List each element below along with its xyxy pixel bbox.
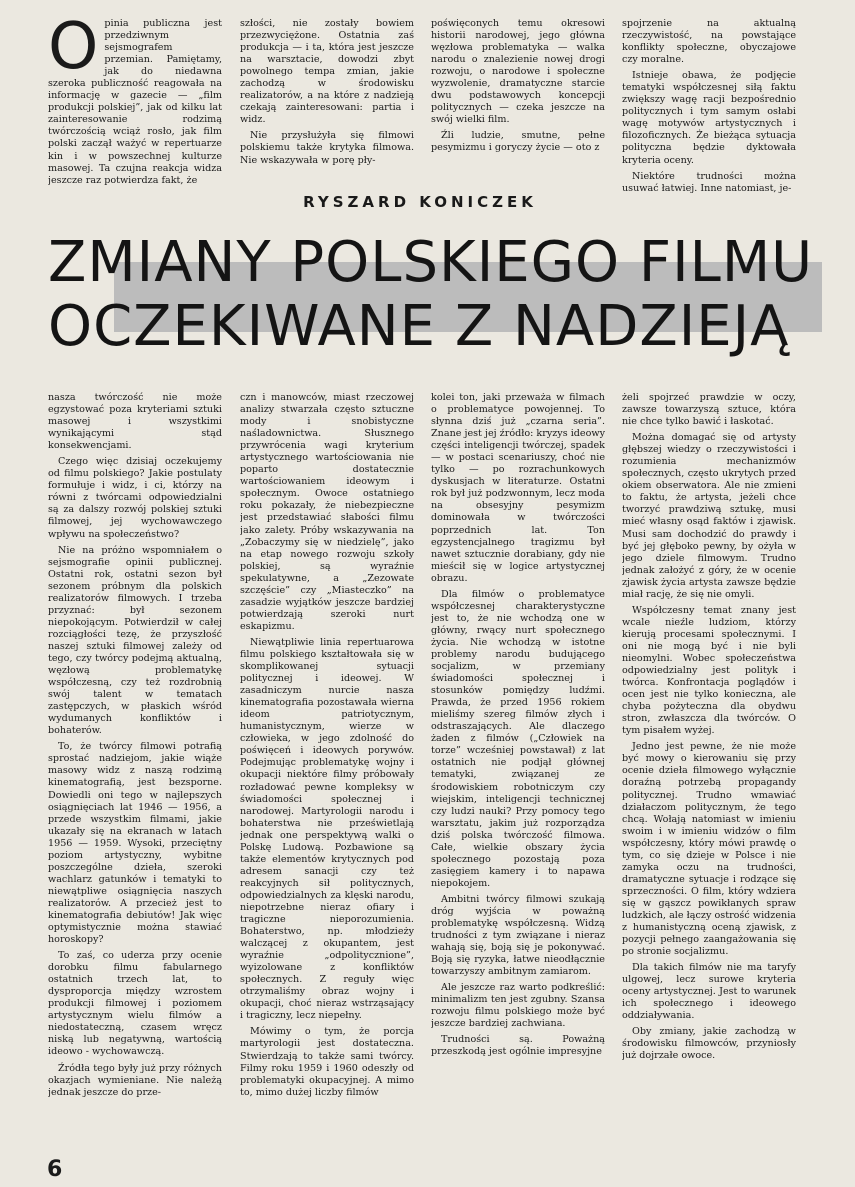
top-column-1 xyxy=(48,18,222,218)
paragraph: Źródła tego były już przy różnych okazjach wymieniane. Nie należą jednak jeszcze do prze- xyxy=(48,1062,222,1098)
top-column-2 xyxy=(240,18,414,186)
paragraph: Nie przysłużyła się filmowi polskiemu także krytyka filmowa. Nie wskazywała w porę pły- xyxy=(240,130,414,166)
paragraph: Jedno jest pewne, że nie może być mowy o kierowaniu się przy ocenie dzieła filmowego wyłącznie doraźną potrzebą propagandy politycznej. Trudno wmawiać działaczom politycznym, że tego chcą. Wołają natomiast w imieniu swoim i w imieniu widzów o film współczesny, który mówi prawdę o tym, co się dzieje w Polsce i nie zamyka oczu na trudności, dramatyczne sytuacje i rodzące się sprzeczności. O film, który wdziera się w gąszcz powikłanych spraw ludzkich, ale łączy ostrość widzenia z humanistyczną oceną zjawisk, z pozycji pełnego zaangażowania się po stronie socjalizmu. xyxy=(622,741,796,958)
top-column-3 xyxy=(431,18,605,186)
paragraph: czn i manowców, miast rzeczowej analizy stwarzała często sztuczne mody i snobistyczne naśladownictwa. Słusznego przywrócenia wagi kryterium artystycznego wartościowania nie poparto dostatecznie wartościowaniem ideowym i społecznym. Owoce ostatniego roku pokazały, że niebezpieczne jest przedstawiać słabości filmu jako zalety. Próby wskazywania na „Zobaczymy się w niedzielę”, jako na etap nowego rozwoju szkoły polskiej, są wyraźnie spekulatywne, a „Zezowate szczęście” czy „Miasteczko” na zasadzie wyjątków jeszcze bardziej potwierdzają szeroki nurt eskapizmu. xyxy=(240,392,414,632)
paragraph: Mówimy o tym, że porcja martyrologii jest dostateczna. Stwierdzają to także sami twórcy. Filmy roku 1959 i 1960 odeszły od problematyki okupacyjnej. A mimo to, mimo dużej liczby filmów xyxy=(240,1026,414,1098)
paragraph: To zaś, co uderza przy ocenie dorobku filmu fabularnego ostatnich trzech lat, to dysproporcja między wzrostem produkcji filmowej i poziomem artystycznym wielu filmów a niedostateczną, czasem wręcz niską lub negatywną, wartością ideowo - wychowawczą. xyxy=(48,950,222,1058)
paragraph: spojrzenie na aktualną rzeczywistość, na powstające konflikty społeczne, obyczajowe czy moralne. xyxy=(622,18,796,66)
paragraph: Trudności są. Poważną przeszkodą jest ogólnie impresyjne xyxy=(431,1034,605,1058)
paragraph: Oby zmiany, jakie zachodzą w środowisku filmowców, przyniosły już dojrzałe owoce. xyxy=(622,1026,796,1062)
headline-line-1: ZMIANY POLSKIEGO FILMU xyxy=(48,230,814,295)
headline xyxy=(48,232,822,362)
paragraph: Współczesny temat znany jest wcale nieźle ludziom, którzy kierują procesami społecznymi. I oni nie mogą być i nie byli nieomylni. Wobec społeczeństwa odpowiedzialny jest polityk i twórca. Konfrontacja poglądów i ocen jest nie tylko konieczna, ale chyba pożyteczna dla obydwu stron, zwłaszcza dla twórców. O tym pisałem wyżej. xyxy=(622,604,796,737)
paragraph: Nie na próżno wspomniałem o sejsmografie opinii publicznej. Ostatni rok, ostatni sezon był sezonem próbnym dla polskich realizatorów filmowych. I trzeba przyznać: był sezonem niepokojącym. Potwierdził w całej rozciągłości tezę, że przyszłość naszej sztuki filmowej zależy od tego, czy twórcy podejmą aktualną, węzłową problematykę współczesną, czy też rozdrobnią swój talent w tematach zastępczych, w płaskich wśród wydumanych konfliktów i bohaterów. xyxy=(48,544,222,737)
headline-line-2: OCZEKIWANE Z NADZIEJĄ xyxy=(48,294,790,359)
author-byline: RYSZARD KONICZEK xyxy=(300,189,540,215)
paragraph: Ambitni twórcy filmowi szukają dróg wyjścia w poważną problematykę współczesną. Widzą trudności z tym związane i nieraz wahają się, boją się je pokonywać. Boją się ryzyka, łatwe nieodłącznie towarzyszy ambitnym zamiarom. xyxy=(431,893,605,978)
paragraph: Ale jeszcze raz warto podkreślić: minimalizm ten jest zgubny. Szansa rozwoju filmu polskiego może być jeszcze bardziej zachwiana. xyxy=(431,982,605,1030)
paragraph: Czego więc dzisiaj oczekujemy od filmu polskiego? Jakie postulaty formułuje i widz, i ci, którzy na równi z twórcami odpowiedzialni są za dalszy rozwój polskiej sztuki filmowej, jej wychowawczego wpływu na społeczeństwo? xyxy=(48,456,222,540)
page-number: 6 xyxy=(47,1157,63,1182)
bottom-column-4 xyxy=(622,392,796,1152)
paragraph: Dla filmów o problematyce współczesnej charakterystyczne jest to, że nie wchodzą one w główny, rwący nurt społecznego życia. Nie wchodzą w istotne problemy narodu budującego socjalizm, w przemiany świadomości społecznej i stosunków pomiędzy ludźmi. Prawda, że przed 1956 rokiem mieliśmy szereg filmów złych i odstraszających. Ale dlaczego żaden z filmów („Człowiek na torze” wcześniej powstawał) z lat ostatnich nie podjął głównej tematyki, związanej ze środowiskiem robotniczym czy wiejskim, inteligencji technicznej czy ludzi nauki? Przy pomocy tego warsztatu, jakim już rozporządza dziś polska twórczość filmowa. Całe, wielkie obszary życia społecznego pozostają poza zasięgiem kamery i to napawa niepokojem. xyxy=(431,588,605,889)
paragraph: Istnieje obawa, że podjęcie tematyki współczesnej siłą faktu zwiększy wagę racji bezpośrednio politycznych i tym samym osłabi wagę motywów artystycznych i filozoficznych. Że bieżąca sytuacja polityczna będzie dyktowała kryteria oceny. xyxy=(622,70,796,166)
drop-cap: O xyxy=(48,18,99,84)
paragraph: kolei ton, jaki przeważa w filmach o problematyce powojennej. To słynna dziś już „czarna seria”. Znane jest jej źródło: kryzys ideowy części inteligencji twórczej, spadek — w postaci scenariuszy, choć nie tylko — po rozrachunkowych dyskusjach w literaturze. Ostatni rok był już podzwonnym, lecz moda na obsesyjny pesymizm dominowała w twórczości poprzednich lat. Ton egzystencjalnego tragizmu był nawet sztucznie dorabiany, gdy nie mieścił się w logice artystycznej obrazu. xyxy=(431,392,605,584)
paragraph: Można domagać się od artysty głębszej wiedzy o rzeczywistości i rozumienia mechanizmów społecznych, często ukrytych przed okiem obserwatora. Ale nie zmieni to faktu, że artysta, jeżeli chce tworzyć prawdziwą sztukę, musi mieć własny osąd faktów i zjawisk. Musi sam dochodzić do prawdy i być jej głęboko pewny, by ożyła w jego dziele filmowym. Trudno jednak założyć z góry, że w ocenie zjawisk życia artysta zawsze będzie miał rację, że się nie omyli. xyxy=(622,432,796,600)
paragraph: Źli ludzie, smutne, pełne pesymizmu i goryczy życie — oto z xyxy=(431,130,605,154)
paragraph: Opinia publiczna jest przedziwnym sejsmografem przemian. Pamiętamy, jak do niedawna szeroka publiczność reagowała na informację w gazecie — „film produkcji polskiej”, jak od kilku lat zainteresowanie rodzimą twórczością wciąż rosło, jak film polski zaczął ważyć w repertuarze kin i w powszechnej kulturze masowej. Ta czujna reakcja widza jeszcze raz potwierdza fakt, że xyxy=(48,18,222,186)
paragraph: żeli spojrzeć prawdzie w oczy, zawsze towarzyszą sztuce, która nie chce tylko bawić i łaskotać. xyxy=(622,392,796,428)
paragraph: szłości, nie zostały bowiem przezwyciężone. Ostatnia zaś produkcja — i ta, która jest jeszcze na warsztacie, dowodzi zbyt powolnego tempa zmian, jakie zachodzą w środowisku realizatorów, a na które z nadzieją czekają zainteresowani: partia i widz. xyxy=(240,18,414,126)
paragraph: Niewątpliwie linia repertuarowa filmu polskiego kształtowała się w skomplikowanej sytuacji politycznej i ideowej. W zasadniczym nurcie nasza kinematografia pozostawała wierna ideom patriotycznym, humanistycznym, wierze w człowieka, w jego zdolność do poświęceń i ideowych porywów. Podejmując problematykę wojny i okupacji niektóre filmy próbowały rozładować pewne kompleksy w świadomości społecznej i narodowej. Martyrologii narodu i bohaterstwa nie prześwietlają jednak one perspektywą walki o Polskę Ludową. Pozbawione są także elementów krytycznych pod adresem sanacji czy też reakcyjnych sił politycznych, odpowiedzialnych za klęski narodu, niepotrzebne nieraz ofiary i tragiczne nieporozumienia. Bohaterstwo, np. młodzieży walczącej z okupantem, jest wyraźnie „odpolitycznione”, wyizolowane z konfliktów społecznych. Z reguły więc otrzymaliśmy obraz wojny i okupacji, choć nieraz wstrząsający i tragiczny, lecz niepełny. xyxy=(240,636,414,1022)
paragraph: To, że twórcy filmowi potrafią sprostać nadziejom, jakie wiąże masowy widz z naszą rodzimą kinematografią, jest bezsporne. Dowiedli oni tego w najlepszych osiągnięciach lat 1946 — 1956, a przede wszystkim filmami, jakie ukazały się na ekranach w latach 1956 — 1959. Wysoki, przeciętny poziom artystyczny, wybitne poszczególne dzieła, szeroki wachlarz gatunków i tematyki to niewątpliwe osiągnięcia naszych realizatorów. A przecież jest to kinematografia debiutów! Jak więc optymistycznie można stawiać horoskopy? xyxy=(48,741,222,946)
bottom-column-1 xyxy=(48,392,222,1150)
paragraph: poświęconych temu okresowi historii narodowej, jego główna węzłowa problematyka — walka narodu o znalezienie nowej drogi rozwoju, o narodowe i społeczne wyzwolenie, dramatyczne starcie dwu podstawowych koncepcji politycznych — czeka jeszcze na swój wielki film. xyxy=(431,18,605,126)
paragraph: Niektóre trudności można usuwać łatwiej. Inne natomiast, je- xyxy=(622,170,796,194)
paragraph: nasza twórczość nie może egzystować poza kryteriami sztuki masowej i wszystkimi wynikającymi stąd konsekwencjami. xyxy=(48,392,222,452)
bottom-column-3 xyxy=(431,392,605,1172)
paragraph: Dla takich filmów nie ma taryfy ulgowej, lecz surowe kryteria oceny artystycznej. Jest to warunek ich społecznego i ideowego oddziaływania. xyxy=(622,962,796,1022)
top-column-4 xyxy=(622,18,796,218)
bottom-column-2 xyxy=(240,392,414,1172)
